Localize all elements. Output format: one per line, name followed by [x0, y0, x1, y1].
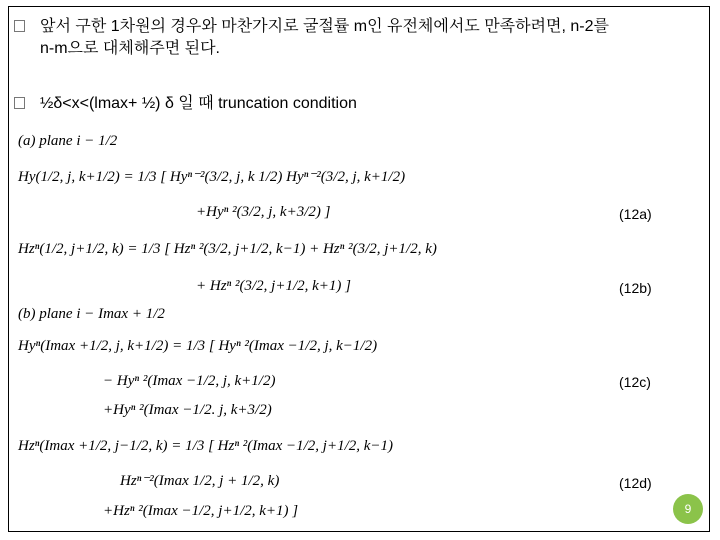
bullet-item-2	[14, 94, 704, 114]
bullet-text: ½δ<x<(lmax+ ½) δ 일 때 truncation condition	[40, 95, 357, 112]
bullet-box-icon	[14, 20, 25, 32]
eq-label-12b: (12b)	[619, 280, 652, 296]
bullet-item-1	[14, 17, 704, 61]
eq-b1-line1: Hyⁿ(Imax +1/2, j, k+1/2) = 1/3 [ Hyⁿ ²(Imax −1/2, j, k−1/2)	[18, 338, 378, 354]
eq-b1-line2: − Hyⁿ ²(Imax −1/2, j, k+1/2)	[103, 373, 276, 389]
eq-label-12a: (12a)	[619, 206, 652, 222]
eq-label-12d: (12d)	[619, 475, 652, 491]
eq-heading-b: (b) plane i − Imax + 1/2	[18, 306, 165, 322]
eq-b1-line3: +Hyⁿ ²(Imax −1/2. j, k+3/2)	[103, 402, 272, 418]
bullet-box-icon	[14, 97, 25, 109]
eq-a1-line2: +Hyⁿ ²(3/2, j, k+3/2) ]	[196, 204, 331, 220]
eq-label-12c: (12c)	[619, 374, 651, 390]
bullet-text-line2: n-m으로 대체해주면 된다.	[40, 40, 220, 57]
eq-a1-line1: Hy(1/2, j, k+1/2) = 1/3 [ Hyⁿ⁻²(3/2, j, k 1/2) Hyⁿ⁻²(3/2, j, k+1/2)	[18, 169, 406, 185]
page-number-badge: 9	[673, 494, 703, 524]
eq-a2-line2: + Hzⁿ ²(3/2, j+1/2, k+1) ]	[196, 278, 351, 294]
eq-b2-line2: Hzⁿ⁻²(Imax 1/2, j + 1/2, k)	[120, 473, 280, 489]
eq-b2-line3: +Hzⁿ ²(Imax −1/2, j+1/2, k+1) ]	[103, 503, 299, 519]
bullet-text-line1: 앞서 구한 1차원의 경우와 마찬가지로 굴절률 m인 유전체에서도 만족하려면, n-2를	[40, 18, 609, 35]
eq-b2-line1: Hzⁿ(Imax +1/2, j−1/2, k) = 1/3 [ Hzⁿ ²(Imax −1/2, j+1/2, k−1)	[18, 438, 394, 454]
eq-a2-line1: Hzⁿ(1/2, j+1/2, k) = 1/3 [ Hzⁿ ²(3/2, j+1/2, k−1) + Hzⁿ ²(3/2, j+1/2, k)	[18, 241, 437, 257]
eq-heading-a: (a) plane i − 1/2	[18, 133, 118, 149]
